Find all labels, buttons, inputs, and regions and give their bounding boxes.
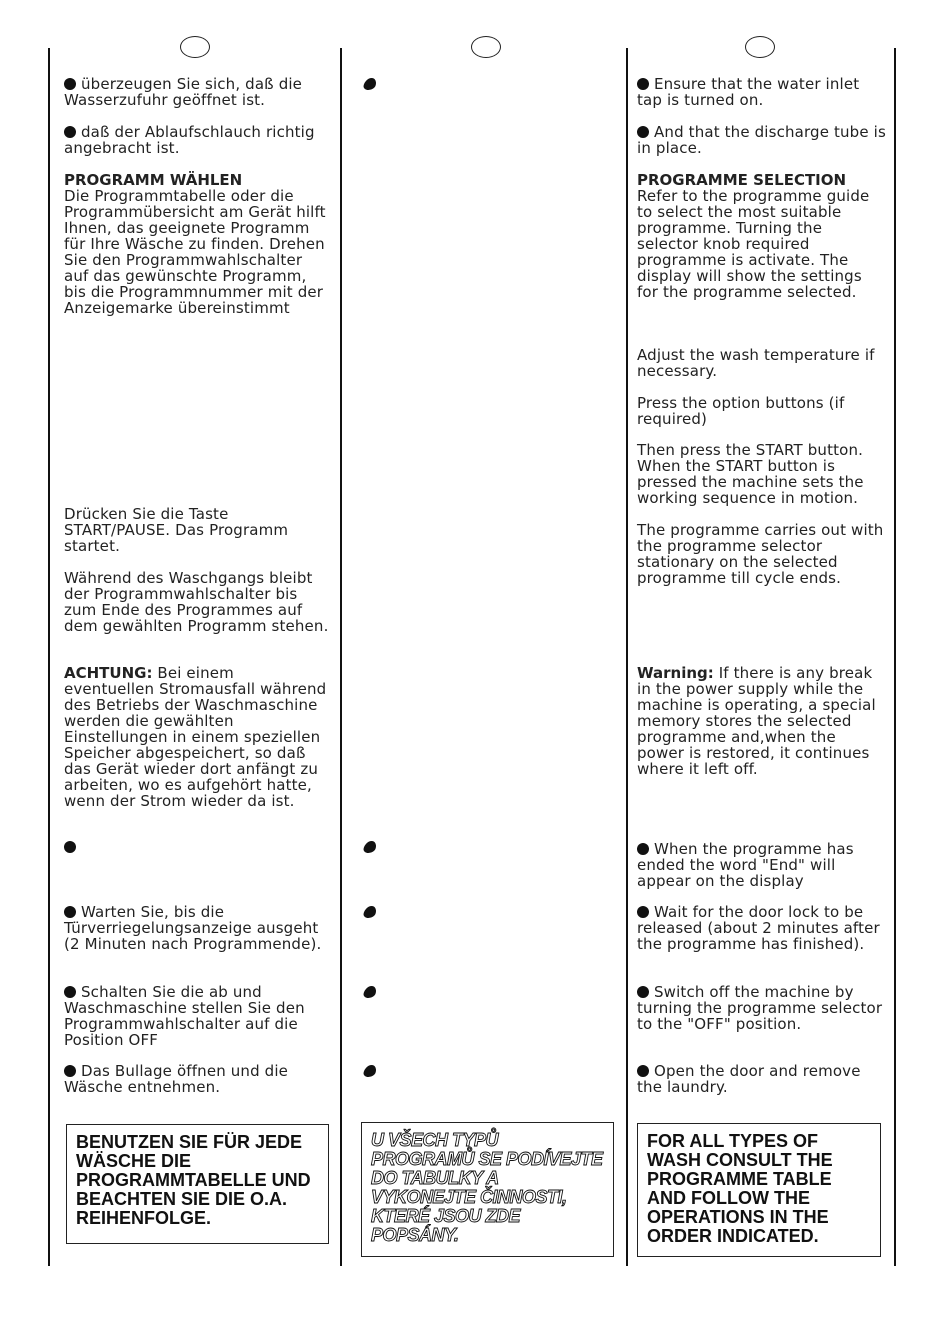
czech-bullet-5 <box>364 1063 604 1079</box>
english-para-doorlock: Wait for the door lock to be released (about 2 minutes after the programme has finished). <box>637 903 880 953</box>
bullet-icon <box>637 1065 649 1077</box>
bullet-icon <box>362 906 377 918</box>
english-warning-label: Warning: <box>637 664 714 682</box>
bullet-icon <box>637 906 649 918</box>
german-empty-bullet <box>64 839 329 855</box>
german-para-switchoff: Schalten Sie die ab und Waschmaschine stellen Sie den Programmwahlschalter auf die Position OFF <box>64 983 305 1049</box>
bullet-icon <box>362 986 377 998</box>
german-para-laundry: Das Bullage öffnen und die Wäsche entnehmen. <box>64 1062 289 1096</box>
english-para-switchoff: Switch off the machine by turning the programme selector to the "OFF" position. <box>637 983 883 1033</box>
bullet-icon <box>362 78 377 90</box>
bullet-icon <box>64 841 76 853</box>
english-para-select: Refer to the programme guide to select the most suitable programme. Turning the selector knob required programme is activate. The display will show the settings for the programme selected. <box>637 187 870 301</box>
column-divider-left <box>48 48 50 1266</box>
czech-bullet-4 <box>364 984 604 1000</box>
bullet-icon <box>64 78 76 90</box>
english-para-end: When the programme has ended the word "End" will appear on the display <box>637 840 854 890</box>
german-notice-box: BENUTZEN SIE FÜR JEDE WÄSCHE DIE PROGRAMMTABELLE UND BEACHTEN SIE DIE O.A. REIHENFOLGE. <box>66 1124 329 1244</box>
german-para-cycle: Während des Waschgangs bleibt der Programmwahlschalter bis zum Ende des Programmes auf dem gewählten Programm stehen. <box>64 569 329 635</box>
english-para-laundry: Open the door and remove the laundry. <box>637 1062 861 1096</box>
bullet-icon <box>637 843 649 855</box>
czech-bullet-2 <box>364 839 604 855</box>
bullet-icon <box>362 841 377 853</box>
bullet-icon <box>64 126 76 138</box>
czech-bullet-3 <box>364 904 604 920</box>
german-warning <box>64 665 329 809</box>
german-para-water: überzeugen Sie sich, daß die Wasserzufuhr geöffnet ist. <box>64 75 303 109</box>
english-notice-box: FOR ALL TYPES OF WASH CONSULT THE PROGRAMME TABLE AND FOLLOW THE OPERATIONS IN THE ORDER INDICATED. <box>637 1123 881 1257</box>
bullet-icon <box>64 1065 76 1077</box>
german-warning-text: Bei einem eventuellen Stromausfall während des Betriebs der Waschmaschine werden die gewählten Einstellungen in einem speziellen Speicher abgespeichert, so daß das Gerät wieder dort anfängt zu arbeiten, wo es aufgehört hatte, wenn der Strom wieder da ist. <box>64 664 327 810</box>
english-para-temp: Adjust the wash temperature if necessary. <box>637 346 875 380</box>
bullet-icon <box>637 78 649 90</box>
column-divider-right <box>894 48 896 1266</box>
english-para-cycle: The programme carries out with the programme selector stationary on the selected programme till cycle ends. <box>637 521 884 587</box>
english-warning-text: If there is any break in the power supply while the machine is operating, a special memory stores the selected programme and,when the power is restored, it continues where it left off. <box>637 664 876 778</box>
german-para-start: Drücken Sie die Taste START/PAUSE. Das Programm startet. <box>64 505 289 555</box>
english-para-tube: And that the discharge tube is in place. <box>637 123 886 157</box>
bullet-icon <box>64 906 76 918</box>
english-heading: PROGRAMME SELECTION <box>637 171 847 189</box>
german-para-doorlock: Warten Sie, bis die Türverriegelungsanzeige ausgeht (2 Minuten nach Programmende). <box>64 903 322 953</box>
bullet-icon <box>362 1065 377 1077</box>
bullet-icon <box>637 126 649 138</box>
english-para-options: Press the option buttons (if required) <box>637 394 845 428</box>
german-para-hose: daß der Ablaufschlauch richtig angebracht ist. <box>64 123 315 157</box>
german-heading: PROGRAMM WÄHLEN <box>64 171 243 189</box>
column-divider-middle-right <box>626 48 628 1266</box>
czech-bullet-1 <box>364 76 604 92</box>
german-warning-label: ACHTUNG: <box>64 664 153 682</box>
czech-notice-box: U VŠECH TYPŮ PROGRAMŮ SE PODÍVEJTE DO TABULKY A VYKONEJTE ČINNOSTI, KTERÉ JSOU ZDE POPSÁNY. <box>361 1122 614 1257</box>
english-para-start: Then press the START button. When the START button is pressed the machine sets the working sequence in motion. <box>637 441 864 507</box>
column-divider-middle-left <box>340 48 342 1266</box>
english-warning <box>637 665 887 777</box>
bullet-icon <box>637 986 649 998</box>
german-para-select: Die Programmtabelle oder die Programmübersicht am Gerät hilft Ihnen, das geeignete Programm für Ihre Wäsche zu finden. Drehen Sie den Programmwahlschalter auf das gewünschte Programm, bis die Programmnummer mit der Anzeigemarke übereinstimmt <box>64 187 326 317</box>
bullet-icon <box>64 986 76 998</box>
english-para-water: Ensure that the water inlet tap is turned on. <box>637 75 860 109</box>
